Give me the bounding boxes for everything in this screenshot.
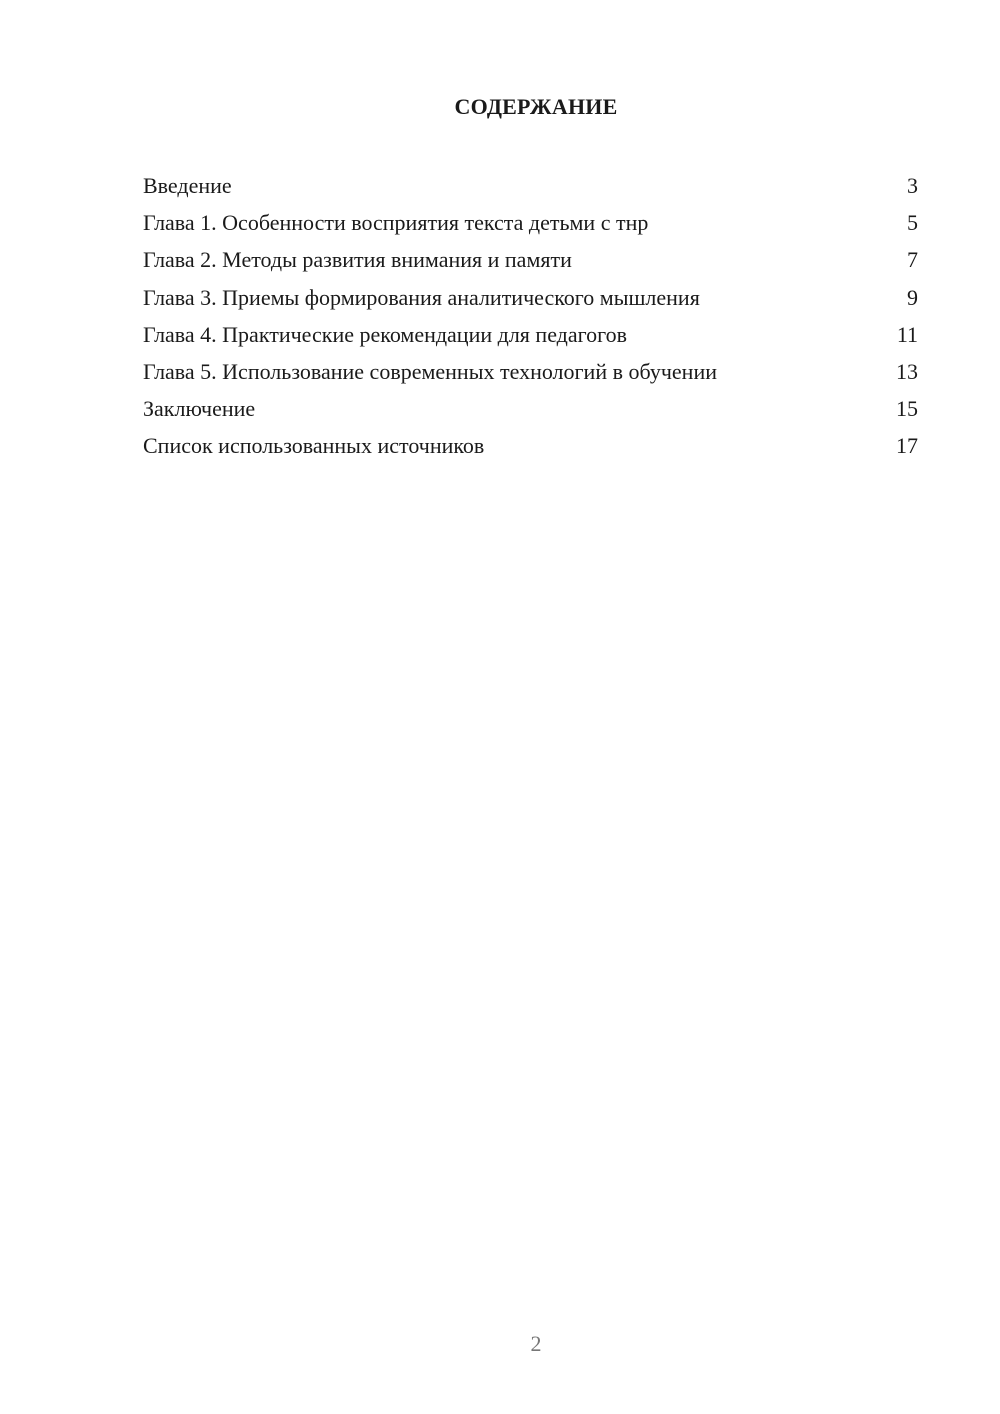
toc-entry-label: Глава 4. Практические рекомендации для педагогов — [143, 321, 627, 347]
toc-entry-page: 15 — [896, 396, 918, 422]
toc-entry-page: 9 — [907, 284, 918, 310]
toc-entry-page: 13 — [896, 358, 918, 384]
toc-entry-label: Заключение — [143, 396, 256, 422]
toc-entry-label: Глава 3. Приемы формирования аналитического мышления — [143, 284, 700, 310]
toc-entry-label: Список использованных источников — [143, 433, 485, 459]
toc-entry-chapter-2 — [143, 241, 918, 278]
toc-entry-page: 5 — [907, 210, 918, 236]
toc-entry-chapter-3 — [143, 279, 918, 316]
toc-entry-introduction — [143, 167, 918, 204]
toc-entry-page: 7 — [907, 247, 918, 273]
toc-entry-chapter-4 — [143, 316, 918, 353]
toc-entry-chapter-5 — [143, 353, 918, 390]
toc-entry-references — [143, 427, 918, 464]
page-number: 2 — [530, 1331, 542, 1356]
toc-entry-label: Глава 5. Использование современных технологий в обучении — [143, 358, 717, 384]
toc-entry-conclusion — [143, 390, 918, 427]
table-of-contents — [143, 167, 918, 465]
toc-entry-label: Глава 1. Особенности восприятия текста детьми с тнр — [143, 210, 649, 236]
toc-entry-label: Введение — [143, 173, 232, 198]
toc-entry-page: 11 — [896, 321, 918, 347]
toc-entry-page: 17 — [896, 433, 918, 459]
toc-entry-label: Глава 2. Методы развития внимания и памяти — [143, 247, 572, 273]
page-title: СОДЕРЖАНИЕ — [454, 94, 618, 119]
toc-entry-page: 3 — [907, 173, 918, 198]
toc-entry-chapter-1 — [143, 204, 918, 241]
